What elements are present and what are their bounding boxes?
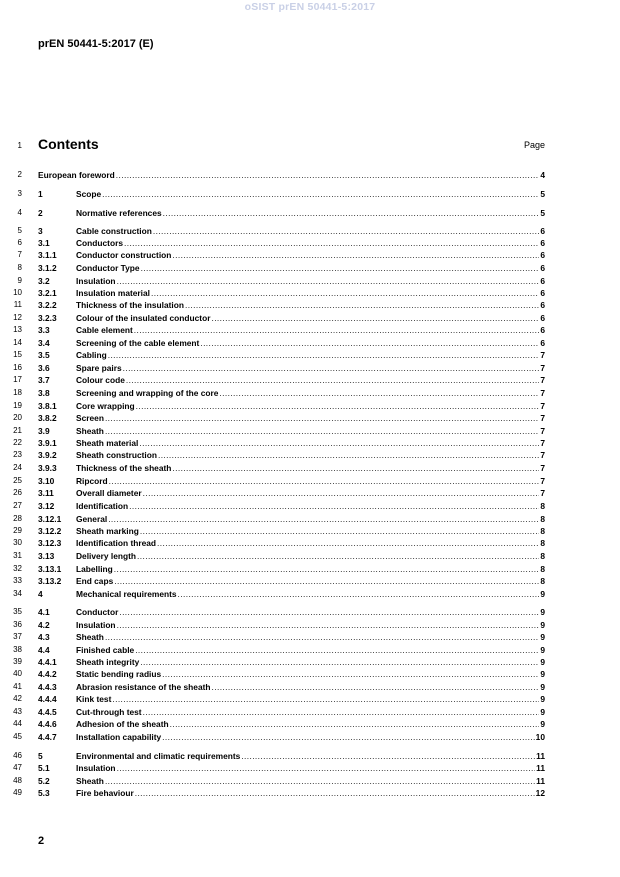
- toc-entry-title: Normative references: [76, 208, 162, 218]
- toc-entry-page: 8: [540, 526, 545, 536]
- toc-entry[interactable]: [38, 450, 545, 460]
- toc-entry-number: 3.9.1: [38, 438, 57, 448]
- toc-entry-page: 6: [540, 313, 545, 323]
- toc-entry-page: 9: [540, 694, 545, 704]
- toc-entry-title: Conductor construction: [76, 250, 172, 260]
- toc-entry-title: Conductor: [76, 607, 119, 617]
- line-number: 44: [13, 719, 22, 728]
- toc-entry-page: 6: [540, 300, 545, 310]
- toc-leader-dots: [108, 350, 540, 360]
- line-number: 17: [13, 375, 22, 384]
- toc-entry-page: 6: [540, 226, 545, 236]
- line-number: 31: [13, 551, 22, 560]
- toc-entry-title: Screening and wrapping of the core: [76, 388, 219, 398]
- line-number: 9: [17, 276, 22, 285]
- toc-leader-dots: [136, 401, 540, 411]
- toc-entry-title: Insulation: [76, 763, 116, 773]
- toc-entry-number: 3.12.2: [38, 526, 62, 536]
- toc-entry-title: Static bending radius: [76, 669, 162, 679]
- line-number: 14: [13, 338, 22, 347]
- toc-leader-dots: [117, 620, 540, 630]
- toc-entry[interactable]: [38, 763, 545, 773]
- toc-entry-title: General: [76, 514, 108, 524]
- toc-entry-page: 9: [540, 632, 545, 642]
- line-number: 15: [13, 350, 22, 359]
- toc-entry-page: 6: [540, 325, 545, 335]
- toc-entry[interactable]: [38, 238, 545, 248]
- line-number: 23: [13, 450, 22, 459]
- toc-leader-dots: [141, 263, 540, 273]
- toc-entry-title: Insulation: [76, 276, 116, 286]
- toc-entry-page: 6: [540, 250, 545, 260]
- line-number: 11: [13, 300, 22, 309]
- toc-entry-number: 3.9.2: [38, 450, 57, 460]
- toc-entry-number: 3.13: [38, 551, 55, 561]
- toc-entry-page: 7: [540, 463, 545, 473]
- toc-entry-number: 3.2.3: [38, 313, 57, 323]
- toc-entry[interactable]: [38, 589, 545, 599]
- toc-entry-page: 4: [540, 170, 545, 180]
- toc-entry-title: Cable element: [76, 325, 133, 335]
- toc-entry-page: 11: [536, 776, 545, 786]
- toc-entry-title: Identification: [76, 501, 129, 511]
- toc-entry-title: Overall diameter: [76, 488, 142, 498]
- toc-leader-dots: [119, 607, 539, 617]
- toc-entry-page: 9: [540, 669, 545, 679]
- line-number: 4: [17, 208, 22, 217]
- toc-entry-number: 4.3: [38, 632, 50, 642]
- toc-entry-number: 1: [38, 189, 43, 199]
- toc-entry-page: 8: [540, 501, 545, 511]
- line-number: 1: [17, 141, 22, 150]
- toc-entry-number: 3.2.2: [38, 300, 57, 310]
- line-number: 3: [17, 189, 22, 198]
- page-number: 2: [38, 835, 45, 847]
- toc-entry-page: 8: [540, 576, 545, 586]
- toc-entry-page: 7: [540, 413, 545, 423]
- toc-entry[interactable]: [38, 288, 545, 298]
- toc-entry-page: 5: [540, 208, 545, 218]
- line-number: 37: [13, 632, 22, 641]
- toc-entry-page: 8: [540, 564, 545, 574]
- toc-leader-dots: [116, 170, 540, 180]
- line-number: 49: [13, 788, 22, 797]
- line-number: 47: [13, 763, 22, 772]
- toc-leader-dots: [170, 719, 540, 729]
- toc-entry[interactable]: [38, 226, 545, 236]
- toc-entry-page: 7: [540, 375, 545, 385]
- toc-entry[interactable]: [38, 607, 545, 617]
- toc-leader-dots: [112, 694, 539, 704]
- line-number: 18: [13, 388, 22, 397]
- toc-entry[interactable]: [38, 325, 545, 335]
- toc-entry[interactable]: [38, 463, 545, 473]
- toc-entry-number: 3.12.1: [38, 514, 62, 524]
- toc-entry-number: 3.8.1: [38, 401, 57, 411]
- toc-leader-dots: [162, 732, 535, 742]
- toc-entry-page: 8: [540, 538, 545, 548]
- toc-entry[interactable]: [38, 189, 545, 199]
- line-number: 40: [13, 669, 22, 678]
- toc-entry-page: 6: [540, 263, 545, 273]
- toc-entry[interactable]: [38, 538, 545, 548]
- toc-entry-page: 7: [540, 476, 545, 486]
- line-number: 34: [13, 589, 22, 598]
- toc-leader-dots: [172, 463, 539, 473]
- toc-leader-dots: [134, 325, 540, 335]
- toc-entry-title: Sheath: [76, 632, 104, 642]
- toc-entry[interactable]: [38, 276, 545, 286]
- line-number: 43: [13, 707, 22, 716]
- toc-entry-title: Ripcord: [76, 476, 108, 486]
- toc-entry-title: Installation capability: [76, 732, 162, 742]
- toc-leader-dots: [105, 426, 539, 436]
- toc-entry-title: Sheath: [76, 426, 104, 436]
- toc-entry-page: 9: [540, 645, 545, 655]
- toc-entry-page: 7: [540, 350, 545, 360]
- toc-entry-number: 4.2: [38, 620, 50, 630]
- toc-leader-dots: [212, 682, 540, 692]
- toc-leader-dots: [241, 751, 535, 761]
- toc-entry-title: Kink test: [76, 694, 112, 704]
- toc-entry[interactable]: [38, 476, 545, 486]
- toc-entry-page: 10: [535, 732, 545, 742]
- toc-entry-number: 3: [38, 226, 43, 236]
- toc-leader-dots: [158, 450, 539, 460]
- line-number: 8: [17, 263, 22, 272]
- toc-entry[interactable]: [38, 632, 545, 642]
- toc-entry[interactable]: [38, 263, 545, 273]
- line-number: 39: [13, 657, 22, 666]
- toc-entry-title: Spare pairs: [76, 363, 122, 373]
- toc-entry-page: 7: [540, 363, 545, 373]
- toc-entry[interactable]: [38, 657, 545, 667]
- toc-leader-dots: [117, 763, 536, 773]
- toc-entry-title: Cable construction: [76, 226, 152, 236]
- toc-leader-dots: [117, 276, 540, 286]
- toc-entry-title: European foreword: [38, 170, 115, 180]
- toc-entry[interactable]: [38, 300, 545, 310]
- toc-leader-dots: [211, 313, 539, 323]
- toc-entry-page: 7: [540, 438, 545, 448]
- toc-entry-title: Sheath construction: [76, 450, 157, 460]
- toc-entry[interactable]: [38, 576, 545, 586]
- toc-entry[interactable]: [38, 669, 545, 679]
- toc-entry[interactable]: [38, 776, 545, 786]
- toc-entry-number: 4.4.2: [38, 669, 57, 679]
- toc-entry-number: 4.4.7: [38, 732, 57, 742]
- toc-entry[interactable]: [38, 338, 545, 348]
- toc-leader-dots: [114, 576, 539, 586]
- toc-entry[interactable]: [38, 208, 545, 218]
- toc-entry-title: Sheath: [76, 776, 104, 786]
- line-number: 19: [13, 401, 22, 410]
- toc-leader-dots: [172, 250, 539, 260]
- toc-leader-dots: [200, 338, 539, 348]
- toc-entry-number: 3.1: [38, 238, 50, 248]
- toc-entry-number: 3.10: [38, 476, 55, 486]
- toc-entry-number: 4.1: [38, 607, 50, 617]
- toc-entry[interactable]: [38, 413, 545, 423]
- toc-entry-number: 4.4.3: [38, 682, 57, 692]
- toc-entry-page: 6: [540, 288, 545, 298]
- line-number: 20: [13, 413, 22, 422]
- toc-entry-number: 3.11: [38, 488, 54, 498]
- line-number: 13: [13, 325, 22, 334]
- toc-entry[interactable]: [38, 426, 545, 436]
- toc-leader-dots: [185, 300, 539, 310]
- line-number: 7: [17, 250, 22, 259]
- toc-leader-dots: [143, 488, 540, 498]
- line-number: 48: [13, 776, 22, 785]
- toc-entry[interactable]: [38, 620, 545, 630]
- toc-entry-number: 5.3: [38, 788, 50, 798]
- toc-leader-dots: [109, 476, 540, 486]
- toc-entry[interactable]: [38, 313, 545, 323]
- toc-entry-page: 9: [540, 707, 545, 717]
- toc-entry-title: Colour of the insulated conductor: [76, 313, 211, 323]
- toc-entry-page: 9: [540, 657, 545, 667]
- toc-entry-page: 7: [540, 488, 545, 498]
- line-number: 16: [13, 363, 22, 372]
- toc-entry-number: 4.4.5: [38, 707, 57, 717]
- toc-leader-dots: [135, 645, 539, 655]
- toc-leader-dots: [123, 363, 540, 373]
- toc-entry-page: 8: [540, 514, 545, 524]
- toc-entry[interactable]: [38, 250, 545, 260]
- toc-entry-number: 3.12.3: [38, 538, 62, 548]
- toc-entry-title: Adhesion of the sheath: [76, 719, 169, 729]
- toc-entry-title: Sheath integrity: [76, 657, 140, 667]
- toc-entry-page: 11: [536, 763, 545, 773]
- toc-entry-number: 3.1.1: [38, 250, 57, 260]
- toc-leader-dots: [135, 788, 535, 798]
- toc-entry[interactable]: [38, 564, 545, 574]
- toc-entry-number: 5: [38, 751, 43, 761]
- toc-leader-dots: [151, 288, 539, 298]
- toc-entry-number: 4.4.1: [38, 657, 57, 667]
- line-number: 42: [13, 694, 22, 703]
- toc-entry-number: 3.8.2: [38, 413, 57, 423]
- toc-entry-page: 7: [540, 401, 545, 411]
- toc-entry[interactable]: [38, 488, 545, 498]
- line-number: 21: [13, 426, 22, 435]
- toc-leader-dots: [114, 564, 540, 574]
- toc-entry-page: 12: [535, 788, 545, 798]
- toc-entry[interactable]: [38, 707, 545, 717]
- toc-leader-dots: [102, 189, 539, 199]
- toc-entry-page: 9: [540, 589, 545, 599]
- toc-entry-title: Conductors: [76, 238, 123, 248]
- toc-entry-title: Thickness of the insulation: [76, 300, 184, 310]
- toc-entry[interactable]: [38, 732, 545, 742]
- toc-entry-number: 3.7: [38, 375, 50, 385]
- toc-entry-title: Labelling: [76, 564, 113, 574]
- page-column-label: Page: [523, 140, 545, 150]
- toc-entry-page: 6: [540, 238, 545, 248]
- toc-entry[interactable]: [38, 401, 545, 411]
- toc-entry-number: 4.4: [38, 645, 50, 655]
- line-number: 29: [13, 526, 22, 535]
- toc-leader-dots: [105, 632, 539, 642]
- line-number: 32: [13, 564, 22, 573]
- toc-entry-number: 3.1.2: [38, 263, 57, 273]
- line-number: 25: [13, 476, 22, 485]
- toc-entry-number: 3.13.2: [38, 576, 62, 586]
- line-number: 12: [13, 313, 22, 322]
- toc-leader-dots: [178, 589, 540, 599]
- toc-entry-number: 4.4.6: [38, 719, 57, 729]
- watermark: oSIST prEN 50441-5:2017: [244, 1, 376, 13]
- line-number: 27: [13, 501, 22, 510]
- line-number: 38: [13, 645, 22, 654]
- toc-entry[interactable]: [38, 751, 545, 761]
- toc-entry[interactable]: [38, 788, 545, 798]
- toc-entry-title: Colour code: [76, 375, 125, 385]
- toc-entry-title: Screen: [76, 413, 104, 423]
- toc-entry[interactable]: [38, 694, 545, 704]
- toc-entry-title: Core wrapping: [76, 401, 135, 411]
- toc-leader-dots: [139, 438, 539, 448]
- line-number: 10: [13, 288, 22, 297]
- toc-leader-dots: [105, 776, 535, 786]
- line-number: 46: [13, 751, 22, 760]
- toc-leader-dots: [108, 514, 539, 524]
- toc-entry-number: 3.5: [38, 350, 50, 360]
- toc-entry-number: 3.4: [38, 338, 50, 348]
- toc-entry-number: 3.2: [38, 276, 50, 286]
- line-number: 41: [13, 682, 22, 691]
- toc-entry-title: Sheath material: [76, 438, 139, 448]
- toc-entry-number: 3.2.1: [38, 288, 57, 298]
- toc-entry-page: 11: [536, 751, 545, 761]
- toc-entry-title: Abrasion resistance of the sheath: [76, 682, 211, 692]
- toc-leader-dots: [129, 501, 539, 511]
- toc-entry-number: 3.3: [38, 325, 50, 335]
- toc-entry-title: Thickness of the sheath: [76, 463, 172, 473]
- toc-entry-number: 3.9.3: [38, 463, 57, 473]
- line-number: 5: [17, 226, 22, 235]
- toc-entry[interactable]: [38, 526, 545, 536]
- toc-entry[interactable]: [38, 438, 545, 448]
- line-number: 33: [13, 576, 22, 585]
- toc-leader-dots: [140, 657, 539, 667]
- toc-entry-page: 7: [540, 388, 545, 398]
- contents-title: Contents: [38, 136, 99, 152]
- toc-entry-title: Cut-through test: [76, 707, 142, 717]
- toc-entry-title: End caps: [76, 576, 114, 586]
- line-number: 6: [17, 238, 22, 247]
- toc-entry[interactable]: [38, 170, 545, 180]
- toc-entry-title: Insulation: [76, 620, 116, 630]
- toc-entry[interactable]: [38, 388, 545, 398]
- toc-leader-dots: [137, 551, 539, 561]
- toc-entry-title: Conductor Type: [76, 263, 140, 273]
- toc-entry-page: 8: [540, 551, 545, 561]
- toc-entry-page: 5: [540, 189, 545, 199]
- toc-entry-number: 3.9: [38, 426, 50, 436]
- toc-entry-title: Sheath marking: [76, 526, 139, 536]
- toc-entry-number: 3.8: [38, 388, 50, 398]
- line-number: 22: [13, 438, 22, 447]
- toc-entry-page: 9: [540, 620, 545, 630]
- toc-leader-dots: [140, 526, 539, 536]
- toc-entry[interactable]: [38, 645, 545, 655]
- toc-entry-title: Mechanical requirements: [76, 589, 177, 599]
- toc-entry-title: Scope: [76, 189, 102, 199]
- toc-entry-number: 5.2: [38, 776, 50, 786]
- toc-entry-number: 4: [38, 589, 43, 599]
- toc-entry[interactable]: [38, 363, 545, 373]
- toc-leader-dots: [143, 707, 540, 717]
- toc-entry-title: Delivery length: [76, 551, 137, 561]
- line-number: 45: [13, 732, 22, 741]
- toc-entry-page: 6: [540, 276, 545, 286]
- line-number: 30: [13, 538, 22, 547]
- toc-entry-number: 3.12: [38, 501, 55, 511]
- toc-entry-page: 7: [540, 426, 545, 436]
- toc-leader-dots: [219, 388, 539, 398]
- toc-entry-page: 9: [540, 719, 545, 729]
- toc-entry-title: Insulation material: [76, 288, 150, 298]
- toc-entry-page: 9: [540, 682, 545, 692]
- line-number: 35: [13, 607, 22, 616]
- toc-leader-dots: [163, 208, 540, 218]
- toc-entry-number: 2: [38, 208, 43, 218]
- toc-entry-title: Screening of the cable element: [76, 338, 200, 348]
- toc-entry-number: 5.1: [38, 763, 50, 773]
- toc-entry[interactable]: [38, 514, 545, 524]
- toc-leader-dots: [157, 538, 539, 548]
- line-number: 28: [13, 514, 22, 523]
- toc-entry-title: Identification thread: [76, 538, 157, 548]
- toc-leader-dots: [162, 669, 539, 679]
- toc-entry[interactable]: [38, 682, 545, 692]
- line-number: 26: [13, 488, 22, 497]
- toc-entry-number: 4.4.4: [38, 694, 57, 704]
- toc-entry-page: 7: [540, 450, 545, 460]
- toc-entry-title: Fire behaviour: [76, 788, 134, 798]
- toc-entry-number: 3.6: [38, 363, 50, 373]
- toc-entry[interactable]: [38, 375, 545, 385]
- toc-entry[interactable]: [38, 551, 545, 561]
- line-number: 2: [17, 170, 22, 179]
- toc-entry-title: Environmental and climatic requirements: [76, 751, 241, 761]
- toc-entry-title: Cabling: [76, 350, 107, 360]
- line-number: 24: [13, 463, 22, 472]
- toc-leader-dots: [105, 413, 539, 423]
- document-id: prEN 50441-5:2017 (E): [38, 38, 154, 50]
- toc-entry-page: 9: [540, 607, 545, 617]
- toc-entry[interactable]: [38, 501, 545, 511]
- toc-entry-title: Finished cable: [76, 645, 135, 655]
- toc-entry-number: 3.13.1: [38, 564, 62, 574]
- toc-entry[interactable]: [38, 719, 545, 729]
- toc-entry-page: 6: [540, 338, 545, 348]
- line-number: 36: [13, 620, 22, 629]
- toc-leader-dots: [126, 375, 539, 385]
- toc-entry[interactable]: [38, 350, 545, 360]
- toc-leader-dots: [124, 238, 539, 248]
- toc-leader-dots: [153, 226, 539, 236]
